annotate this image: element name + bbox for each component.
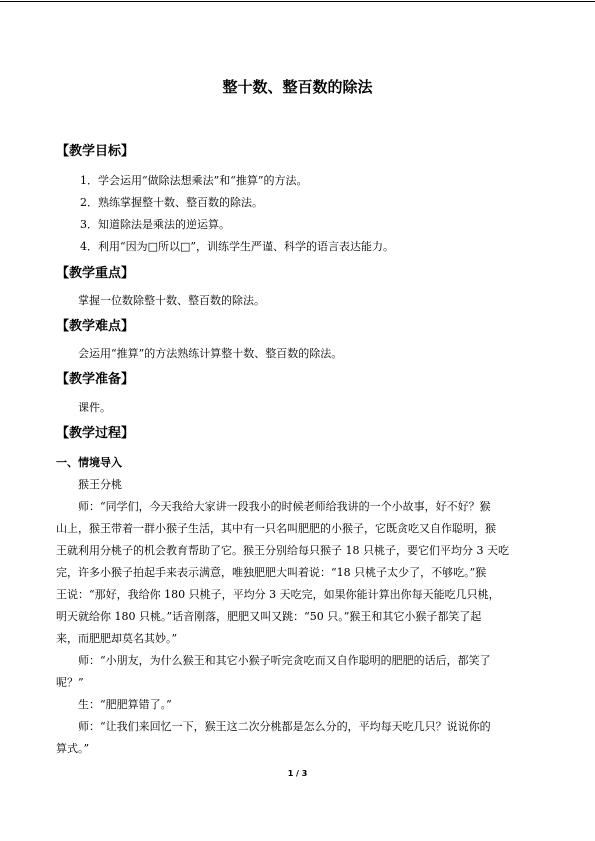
key-text: 掌握一位数除整十数、整百数的除法。 — [78, 294, 265, 307]
goal-item-4: 4．利用“因为□所以□”，训练学生严谨、科学的语言表达能力。 — [80, 240, 395, 253]
story-line: 算式。” — [56, 742, 90, 755]
goal-item-1: 1．学会运用“做除法想乘法”和“推算”的方法。 — [80, 174, 308, 187]
page-title: 整十数、整百数的除法 — [222, 78, 373, 96]
goals-heading: 【教学目标】 — [56, 144, 135, 159]
story-line: 完，许多小猴子拍起手来表示满意，唯独肥肥大叫着说：“18 只桃子太少了，不够吃。”猴 — [56, 566, 487, 579]
goal-item-2: 2．熟练掌握整十数、整百数的除法。 — [80, 196, 263, 209]
story-line: 明天就给你 180 只桃。”话音刚落，肥肥又叫又跳：“50 只。”猴王和其它小猴子都笑了起 — [56, 610, 482, 623]
story-line: 王说：“那好，我给你 180 只桃子，平均分 3 天吃完，如果你能计算出你每天能吃几只桃， — [56, 588, 500, 601]
story-line: 呢？” — [56, 676, 84, 689]
goal-item-3: 3．知道除法是乘法的逆运算。 — [80, 218, 230, 231]
story-line: 王就利用分桃子的机会教育帮助了它。猴王分别给每只猴子 18 只桃子，要它们平均分 3 天吃 — [56, 544, 509, 557]
key-heading: 【教学重点】 — [56, 266, 135, 281]
difficulty-text: 会运用“推算”的方法熟练计算整十数、整百数的除法。 — [78, 347, 343, 360]
story-line: 生：“肥肥算错了。” — [78, 698, 172, 711]
story-line: 猴王分桃 — [78, 478, 122, 491]
page-number: 1 / 3 — [287, 769, 308, 778]
process-subheading: 一、情境导入 — [56, 456, 122, 469]
story-line: 师：“小朋友，为什么猴王和其它小猴子听完贪吃而又自作聪明的肥肥的话后，都笑了 — [78, 654, 491, 667]
prep-heading: 【教学准备】 — [56, 372, 135, 387]
difficulty-heading: 【教学难点】 — [56, 319, 135, 334]
top-rule — [0, 1, 595, 2]
prep-text: 课件。 — [78, 401, 111, 414]
story-line: 师：“同学们，今天我给大家讲一段我小的时候老师给我讲的一个小故事，好不好？猴 — [78, 500, 491, 513]
story-line: 师：“让我们来回忆一下，猴王这二次分桃都是怎么分的，平均每天吃几只？说说你的 — [78, 720, 491, 733]
story-line: 来，而肥肥却莫名其妙。” — [56, 632, 178, 645]
story-line: 山上，猴王带着一群小猴子生活，其中有一只名叫肥肥的小猴子，它既贪吃又自作聪明，猴 — [56, 522, 496, 535]
process-heading: 【教学过程】 — [56, 426, 135, 441]
